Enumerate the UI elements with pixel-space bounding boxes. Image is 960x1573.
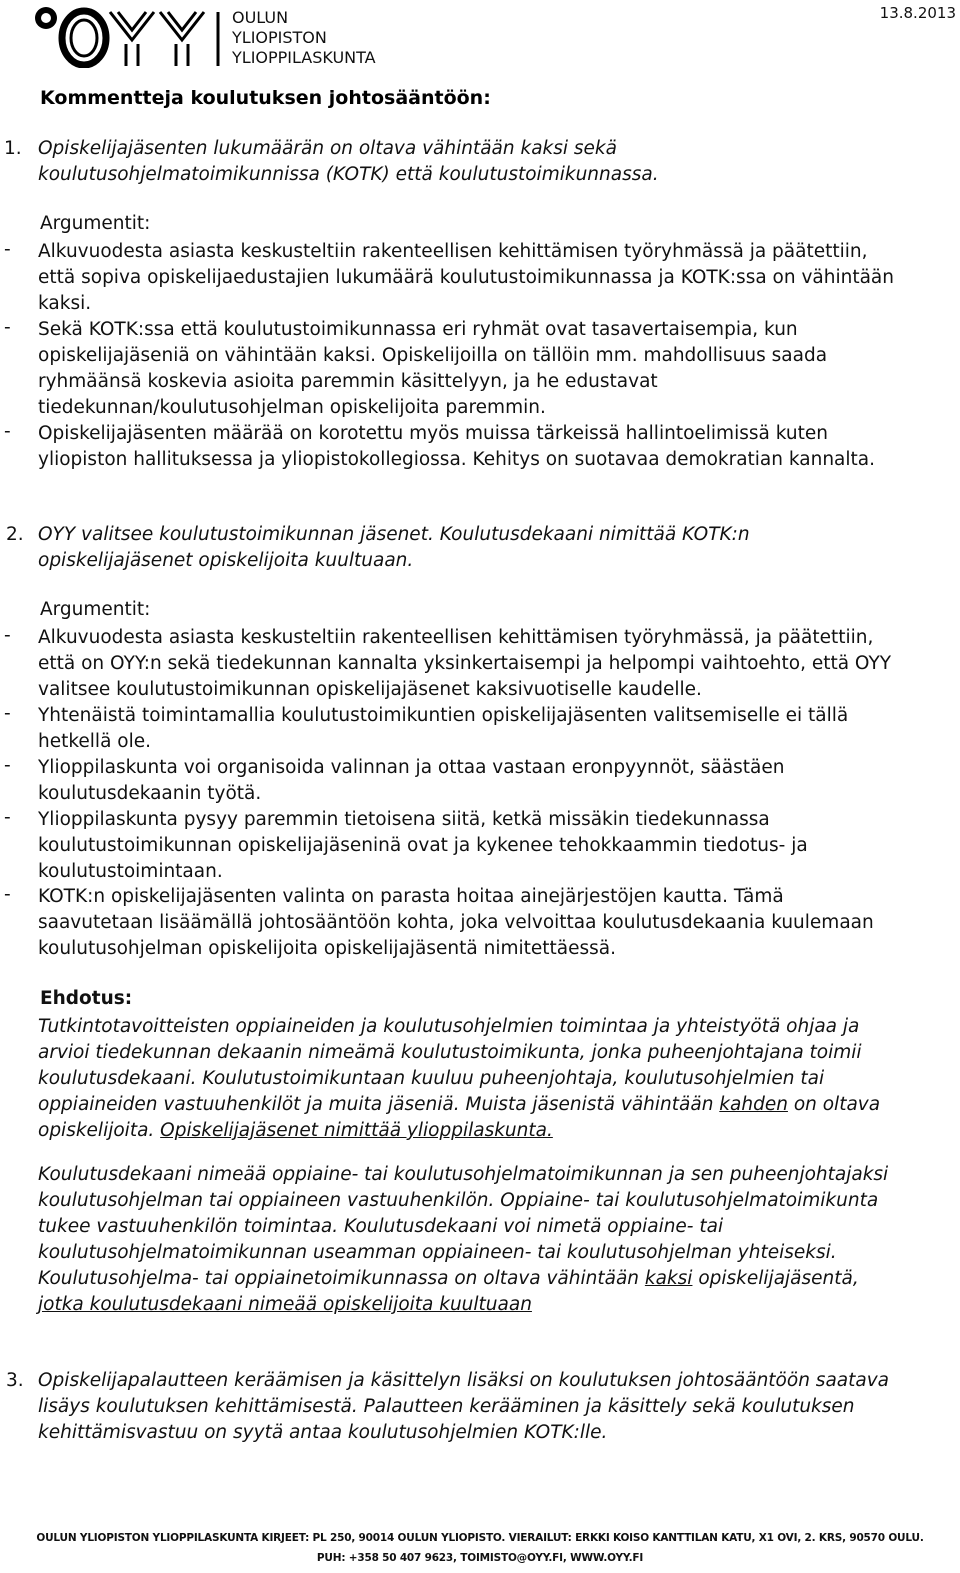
org-line-3: YLIOPPILASKUNTA [232, 48, 376, 67]
proposal-text: Koulutusohjelma- tai oppiainetoimikunnassa on oltava vähintään [38, 1268, 645, 1289]
bullet-dash: - [4, 807, 11, 828]
section-2-title-line: opiskelijajäsenet opiskelijoita kuultuaan. [38, 550, 414, 571]
bullet-line: Alkuvuodesta asiasta keskusteltiin rakenteellisen kehittämisen työryhmässä ja päätettiin, [38, 241, 868, 262]
section-3-number: 3. [6, 1370, 24, 1391]
proposal-line [38, 1092, 956, 1118]
org-line-1: OULUN [232, 8, 289, 27]
section-1-number: 1. [4, 138, 22, 159]
bullet-dash: - [4, 239, 11, 260]
proposal-underlined: Opiskelijajäsenet nimittää ylioppilaskunta. [160, 1120, 553, 1141]
section-2-bullet-5 [38, 884, 956, 962]
bullet-line: KOTK:n opiskelijajäsenten valinta on parasta hoitaa ainejärjestöjen kautta. Tämä [38, 886, 784, 907]
section-1-bullet-2 [38, 317, 956, 421]
footer-contact: PUH: +358 50 407 9623, TOIMISTO@OYY.FI, WWW.OYY.FI [316, 1552, 644, 1564]
proposal-line: Tutkintotavoitteisten oppiaineiden ja koulutusohjelmien toimintaa ja yhteistyötä ohjaa ja [38, 1016, 860, 1037]
bullet-line: valitsee koulutustoimikunnan opiskelijajäsenet kaksivuotiselle kaudelle. [38, 679, 702, 700]
section-2-number: 2. [6, 524, 24, 545]
section-2-bullet-3 [38, 755, 956, 807]
proposal-line: koulutusdekaani. Koulutustoimikuntaan kuuluu puheenjohtaja, koulutusohjelmien tai [38, 1068, 825, 1089]
bullet-line: Alkuvuodesta asiasta keskusteltiin rakenteellisen kehittämisen työryhmässä, ja päätettiin, [38, 627, 874, 648]
bullet-line: Yhtenäistä toimintamallia koulutustoimikuntien opiskelijajäsenten valitsemiselle ei tällä [38, 705, 849, 726]
proposal-line: arvioi tiedekunnan dekaanin nimeämä koulutustoimikunta, jonka puheenjohtajana toimii [38, 1042, 862, 1063]
bullet-line: Sekä KOTK:ssa että koulutustoimikunnassa eri ryhmät ovat tasavertaisempia, kun [38, 319, 798, 340]
proposal-underlined: jotka koulutusdekaani nimeää opiskelijoita kuultuaan [38, 1294, 532, 1315]
section-1-bullet-1 [38, 239, 956, 317]
section-1-arguments-label: Argumentit: [40, 213, 151, 234]
bullet-line: tiedekunnan/koulutusohjelman opiskelijoita paremmin. [38, 397, 546, 418]
bullet-line: koulutusdekaanin työtä. [38, 783, 262, 804]
bullet-line: hetkellä ole. [38, 731, 152, 752]
section-3-title-line: kehittämisvastuu on syytä antaa koulutusohjelmien KOTK:lle. [38, 1422, 608, 1443]
proposal-line [38, 1292, 956, 1318]
proposal-underlined: kahden [719, 1094, 788, 1115]
section-2-bullet-2 [38, 703, 956, 755]
proposal-text: opiskelijajäsentä, [692, 1268, 859, 1289]
bullet-line: opiskelijajäseniä on vähintään kaksi. Opiskelijoilla on tällöin mm. mahdollisuus saada [38, 345, 828, 366]
proposal-text: oppiaineiden vastuuhenkilöt ja muita jäseniä. Muista jäsenistä vähintään [38, 1094, 720, 1115]
bullet-dash: - [4, 625, 11, 646]
bullet-line: kaksi. [38, 293, 92, 314]
proposal-paragraph-1 [38, 1014, 956, 1144]
section-1-bullet-3 [38, 421, 956, 473]
bullet-line: Ylioppilaskunta pysyy paremmin tietoisena siitä, ketkä missäkin tiedekunnassa [38, 809, 770, 830]
bullet-line: saavutetaan lisäämällä johtosääntöön kohta, joka velvoittaa koulutusdekaania kuulemaan [38, 912, 874, 933]
proposal-line: Koulutusdekaani nimeää oppiaine- tai koulutusohjelmatoimikunnan ja sen puheenjohtajaksi [38, 1164, 889, 1185]
section-1-title [38, 136, 956, 188]
org-name [232, 8, 376, 68]
bullet-line: että sopiva opiskelijaedustajien lukumäärä koulutustoimikunnassa ja KOTK:ssa on vähintään [38, 267, 894, 288]
bullet-line: koulutustoimintaan. [38, 861, 223, 882]
page-heading: Kommentteja koulutuksen johtosääntöön: [40, 87, 491, 109]
section-2-title [38, 522, 956, 574]
section-2-bullet-1 [38, 625, 956, 703]
bullet-line: että on OYY:n sekä tiedekunnan kannalta yksinkertaisempi ja helpompi vaihtoehto, että OYY [38, 653, 892, 674]
proposal-label: Ehdotus: [40, 988, 133, 1009]
bullet-line: koulutustoimikunnan opiskelijajäseninä ovat ja kykenee tehokkaammin tiedotus- ja [38, 835, 808, 856]
org-line-2: YLIOPISTON [232, 28, 327, 47]
bullet-dash: - [4, 421, 11, 442]
section-2-bullet-4 [38, 807, 956, 885]
proposal-underlined: kaksi [644, 1268, 693, 1289]
footer-address: OULUN YLIOPISTON YLIOPPILASKUNTA KIRJEET: PL 250, 90014 OULUN YLIOPISTO. VIERAILUT: ERKKI KOISO KANTTILAN KATU, X1 OVI, 2. KRS, 90570 OULU. [36, 1532, 924, 1544]
section-3-title-line: lisäys koulutuksen kehittämisestä. Palautteen kerääminen ja käsittely sekä koulutuksen [38, 1396, 855, 1417]
bullet-line: Ylioppilaskunta voi organisoida valinnan ja ottaa vastaan eronpyynnöt, säästäen [38, 757, 785, 778]
bullet-dash: - [4, 317, 11, 338]
proposal-paragraph-2 [38, 1162, 956, 1318]
section-1-title-line: Opiskelijajäsenten lukumäärän on oltava vähintään kaksi sekä [38, 138, 617, 159]
proposal-line: tukee vastuuhenkilön toimintaa. Koulutusdekaani voi nimetä oppiaine- tai [38, 1216, 724, 1237]
bullet-dash: - [4, 703, 11, 724]
oyy-logo [32, 4, 222, 68]
proposal-line: koulutusohjelman tai oppiaineen vastuuhenkilön. Oppiaine- tai koulutusohjelmatoimikunta [38, 1190, 879, 1211]
section-2-arguments-label: Argumentit: [40, 599, 151, 620]
section-3-title-line: Opiskelijapalautteen keräämisen ja käsittelyn lisäksi on koulutuksen johtosääntöön saatava [38, 1370, 889, 1391]
section-3-title [38, 1368, 956, 1446]
bullet-line: koulutusohjelman opiskelijoita opiskelijajäsentä nimitettäessä. [38, 938, 616, 959]
proposal-line: koulutusohjelmatoimikunnan useamman oppiaineen- tai koulutusohjelman yhteiseksi. [38, 1242, 837, 1263]
document-date: 13.8.2013 [879, 4, 956, 22]
bullet-line: yliopiston hallituksessa ja yliopistokollegiossa. Kehitys on suotavaa demokratian kannalta. [38, 449, 875, 470]
bullet-dash: - [4, 884, 11, 905]
section-2-title-line: OYY valitsee koulutustoimikunnan jäsenet. Koulutusdekaani nimittää KOTK:n [38, 524, 750, 545]
proposal-text: opiskelijoita. [38, 1120, 161, 1141]
proposal-text: on oltava [787, 1094, 881, 1115]
proposal-line [38, 1118, 956, 1144]
bullet-dash: - [4, 755, 11, 776]
bullet-line: ryhmäänsä koskevia asioita paremmin käsittelyyn, ja he edustavat [38, 371, 658, 392]
bullet-line: Opiskelijajäsenten määrää on korotettu myös muissa tärkeissä hallintoelimissä kuten [38, 423, 828, 444]
section-1-title-line: koulutusohjelmatoimikunnissa (KOTK) että koulutustoimikunnassa. [38, 164, 659, 185]
proposal-line [38, 1266, 956, 1292]
